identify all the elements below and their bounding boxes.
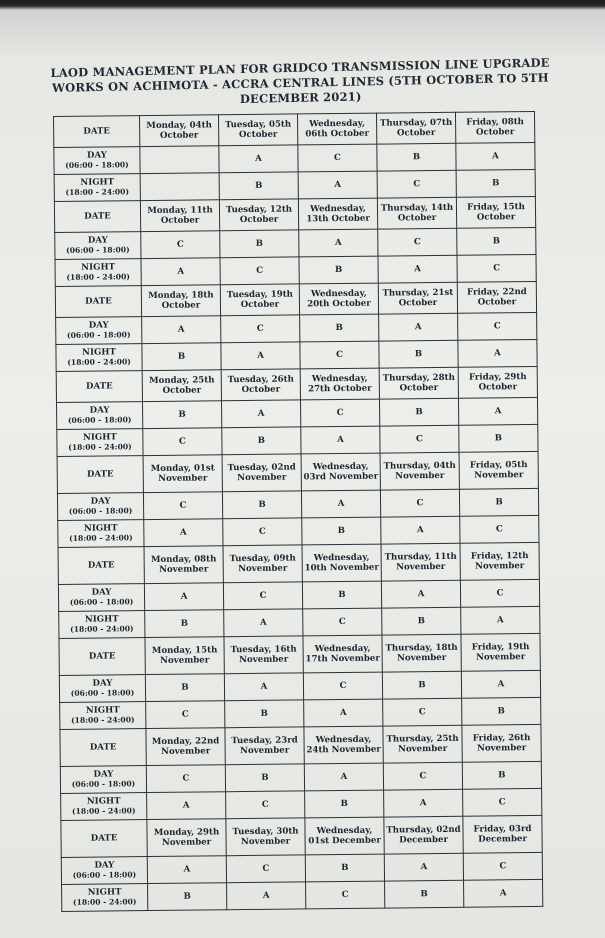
day-group-cell: A xyxy=(144,583,223,611)
day-shift-label xyxy=(57,402,143,430)
document-title: LAOD MANAGEMENT PLAN FOR GRIDCO TRANSMISSION LINE UPGRADE WORKS ON ACHIMOTA - ACCRA CENTRAL LINES (5TH OCTOBER TO 5TH DECEMBER 2021) xyxy=(50,55,550,107)
shift-name: DAY xyxy=(90,496,111,507)
day-group-cell: C xyxy=(221,315,300,343)
date-label: DATE xyxy=(57,456,143,494)
day-group-cell: A xyxy=(458,397,537,425)
date-cell: Tuesday, 23rd November xyxy=(225,727,304,765)
date-cell: Wednesday, 27th October xyxy=(300,368,379,400)
day-group-cell: A xyxy=(384,853,463,881)
shift-hours: (06:00 - 18:00) xyxy=(66,245,130,255)
date-cell: Friday, 26th November xyxy=(462,724,541,762)
shift-hours: (18:00 - 24:00) xyxy=(70,624,134,634)
night-group-cell: A xyxy=(298,171,377,199)
date-cell: Tuesday, 26th October xyxy=(221,369,300,401)
night-group-cell: C xyxy=(226,791,305,819)
date-row xyxy=(60,724,541,766)
date-cell: Thursday, 28th October xyxy=(379,367,458,399)
date-cell: Tuesday, 02nd November xyxy=(222,454,301,492)
day-group-cell: B xyxy=(305,854,384,882)
night-group-cell xyxy=(140,173,219,201)
shift-hours: (18:00 - 24:00) xyxy=(72,897,137,907)
date-label: DATE xyxy=(60,729,146,767)
date-cell: Monday, 22nd November xyxy=(146,728,225,766)
night-group-cell: B xyxy=(299,256,378,284)
day-group-cell: C xyxy=(383,762,462,790)
day-shift-label xyxy=(56,317,142,345)
document-sheet xyxy=(0,8,605,938)
day-group-cell: C xyxy=(223,582,302,610)
night-group-cell: A xyxy=(221,342,300,370)
night-group-cell: B xyxy=(148,883,227,911)
shift-name: NIGHT xyxy=(81,262,116,273)
shift-hours: (18:00 - 24:00) xyxy=(68,442,132,452)
night-group-cell: B xyxy=(305,790,384,818)
night-group-cell: B xyxy=(379,340,458,368)
day-group-cell: C xyxy=(298,144,377,172)
night-shift-label xyxy=(58,520,144,548)
day-group-cell: A xyxy=(301,490,380,518)
night-shift-label xyxy=(57,429,143,457)
night-group-cell: C xyxy=(143,428,222,456)
shift-hours: (06:00 - 18:00) xyxy=(66,330,131,340)
shift-hours: (06:00 - 18:00) xyxy=(67,415,132,425)
night-shift-label xyxy=(55,259,141,287)
shift-name: DAY xyxy=(91,587,112,598)
night-group-cell: A xyxy=(141,258,220,286)
day-group-cell: B xyxy=(145,674,224,702)
date-label: DATE xyxy=(55,286,141,318)
date-cell: Friday, 22nd October xyxy=(457,281,536,313)
night-group-cell: C xyxy=(223,518,302,546)
date-cell: Tuesday, 30th November xyxy=(226,818,305,856)
shift-hours: (06:00 - 18:00) xyxy=(72,870,137,880)
date-cell: Friday, 19th November xyxy=(461,633,540,671)
day-shift-label xyxy=(57,493,143,521)
day-shift-label xyxy=(58,584,144,612)
date-row xyxy=(55,281,536,317)
night-shift-label xyxy=(56,344,142,372)
night-group-cell: C xyxy=(303,608,382,636)
shift-name: DAY xyxy=(86,150,107,161)
night-group-cell: B xyxy=(145,610,224,638)
shift-hours: (18:00 - 24:00) xyxy=(71,806,136,816)
night-group-cell: A xyxy=(227,882,306,910)
day-group-cell: B xyxy=(222,491,301,519)
date-cell: Friday, 05th November xyxy=(459,451,538,489)
night-row xyxy=(62,879,543,911)
date-row xyxy=(57,451,538,493)
date-label: DATE xyxy=(59,638,145,676)
shift-hours: (06:00 - 18:00) xyxy=(71,779,136,789)
shift-name: DAY xyxy=(94,860,115,871)
shift-hours: (18:00 - 24:00) xyxy=(69,533,133,543)
night-group-cell: B xyxy=(385,880,464,908)
night-group-cell: B xyxy=(302,517,381,545)
day-group-cell: A xyxy=(379,313,458,341)
shift-name: NIGHT xyxy=(83,523,118,534)
day-shift-label xyxy=(60,766,146,794)
date-cell: Wednesday, 10th November xyxy=(302,544,381,582)
night-group-cell: C xyxy=(463,788,542,816)
shift-hours: (06:00 - 18:00) xyxy=(68,506,133,516)
date-cell: Monday, 29th November xyxy=(147,819,226,857)
night-group-cell: C xyxy=(306,881,385,909)
date-cell: Wednesday, 06th October xyxy=(297,113,376,145)
day-group-cell: B xyxy=(457,227,536,255)
night-group-cell: A xyxy=(224,609,303,637)
night-group-cell: A xyxy=(147,792,226,820)
night-group-cell: A xyxy=(458,339,537,367)
day-shift-label xyxy=(54,147,140,175)
date-cell: Monday, 08th November xyxy=(144,546,223,584)
shift-name: NIGHT xyxy=(82,347,116,358)
date-cell: Monday, 18th October xyxy=(141,285,220,317)
night-group-cell: B xyxy=(219,172,298,200)
shift-hours: (18:00 - 24:00) xyxy=(67,357,131,367)
date-row xyxy=(59,633,540,675)
day-group-cell: A xyxy=(456,142,535,170)
night-group-cell: A xyxy=(384,789,463,817)
night-group-cell: A xyxy=(464,879,543,907)
shift-hours: (06:00 - 18:00) xyxy=(65,160,129,170)
night-group-cell: C xyxy=(300,341,379,369)
date-row xyxy=(54,111,535,147)
day-group-cell: A xyxy=(304,763,383,791)
date-cell: Monday, 04th October xyxy=(140,115,219,147)
night-group-cell: C xyxy=(383,698,462,726)
date-label: DATE xyxy=(56,371,142,403)
shift-hours: (18:00 - 24:00) xyxy=(71,715,135,725)
day-group-cell: B xyxy=(382,671,461,699)
night-group-cell: A xyxy=(381,516,460,544)
date-cell: Thursday, 02nd December xyxy=(384,816,463,854)
night-group-cell: B xyxy=(142,343,221,371)
night-group-cell: A xyxy=(461,606,540,634)
day-group-cell: A xyxy=(221,400,300,428)
night-group-cell: B xyxy=(222,427,301,455)
day-group-cell: C xyxy=(380,489,459,517)
night-group-cell: B xyxy=(462,697,541,725)
date-cell: Monday, 15th November xyxy=(145,637,224,675)
date-cell: Thursday, 07th October xyxy=(376,112,455,144)
day-group-cell: B xyxy=(462,761,541,789)
night-shift-label xyxy=(62,884,148,912)
day-group-cell: C xyxy=(378,228,457,256)
date-cell: Friday, 08th October xyxy=(455,111,534,143)
date-row xyxy=(56,366,537,402)
night-group-cell: A xyxy=(144,519,223,547)
night-shift-label xyxy=(54,174,140,202)
shift-name: DAY xyxy=(88,320,109,331)
date-row xyxy=(61,815,542,857)
day-shift-label xyxy=(55,232,141,260)
day-group-cell: B xyxy=(459,488,538,516)
day-group-cell: B xyxy=(377,143,456,171)
night-group-cell: C xyxy=(457,254,536,282)
shift-hours: (18:00 - 24:00) xyxy=(65,187,130,197)
shift-hours: (18:00 - 24:00) xyxy=(66,272,130,282)
shift-name: NIGHT xyxy=(84,614,119,625)
night-shift-label xyxy=(60,702,146,730)
date-label: DATE xyxy=(61,820,147,858)
day-group-cell: B xyxy=(379,398,458,426)
night-group-cell: B xyxy=(459,424,538,452)
night-group-cell: B xyxy=(225,700,304,728)
day-group-cell: B xyxy=(220,230,299,258)
night-group-cell: C xyxy=(377,170,456,198)
night-group-cell: A xyxy=(378,255,457,283)
day-shift-label xyxy=(59,675,145,703)
day-group-cell: C xyxy=(303,672,382,700)
date-cell: Monday, 01st November xyxy=(143,455,222,493)
shift-name: NIGHT xyxy=(86,796,121,807)
date-cell: Wednesday, 03rd November xyxy=(301,453,380,491)
date-cell: Wednesday, 17th November xyxy=(303,635,382,673)
day-group-cell: B xyxy=(300,314,379,342)
day-shift-label xyxy=(61,857,147,885)
night-group-cell: A xyxy=(301,426,380,454)
day-group-cell: C xyxy=(458,312,537,340)
day-group-cell: B xyxy=(225,764,304,792)
date-label: DATE xyxy=(54,116,140,148)
day-group-cell: C xyxy=(460,579,539,607)
date-cell: Wednesday, 01st December xyxy=(305,817,384,855)
date-cell: Friday, 15th October xyxy=(456,196,535,228)
date-cell: Friday, 03rd December xyxy=(463,815,542,853)
night-shift-label xyxy=(61,793,147,821)
date-cell: Friday, 29th October xyxy=(458,366,537,398)
day-group-cell: A xyxy=(147,856,226,884)
date-cell: Tuesday, 16th November xyxy=(224,636,303,674)
date-cell: Monday, 11th October xyxy=(140,200,219,232)
load-management-table xyxy=(53,111,543,912)
date-cell: Tuesday, 05th October xyxy=(218,114,297,146)
day-group-cell: A xyxy=(461,670,540,698)
night-group-cell: C xyxy=(220,257,299,285)
date-row xyxy=(54,196,535,232)
day-group-cell: C xyxy=(141,231,220,259)
shift-hours: (06:00 - 18:00) xyxy=(70,688,135,698)
date-cell: Tuesday, 19th October xyxy=(220,284,299,316)
shift-name: NIGHT xyxy=(87,887,122,898)
date-cell: Monday, 25th October xyxy=(142,370,221,402)
night-group-cell: C xyxy=(380,425,459,453)
night-group-cell: C xyxy=(146,701,225,729)
shift-name: DAY xyxy=(87,235,108,246)
night-group-cell: C xyxy=(460,515,539,543)
day-group-cell: B xyxy=(142,401,221,429)
day-group-cell: A xyxy=(381,580,460,608)
date-cell: Thursday, 14th October xyxy=(377,197,456,229)
date-cell: Friday, 12th November xyxy=(460,542,539,580)
date-label: DATE xyxy=(58,547,144,585)
date-cell: Thursday, 21st October xyxy=(378,282,457,314)
shift-name: NIGHT xyxy=(82,432,117,443)
night-group-cell: B xyxy=(456,169,535,197)
date-label: DATE xyxy=(54,201,140,233)
shift-name: NIGHT xyxy=(80,177,115,188)
date-cell: Wednesday, 24th November xyxy=(304,726,383,764)
day-group-cell: A xyxy=(224,673,303,701)
day-group-cell: C xyxy=(300,399,379,427)
night-shift-label xyxy=(59,611,145,639)
day-group-cell: C xyxy=(463,852,542,880)
date-cell: Thursday, 11th November xyxy=(381,543,460,581)
day-group-cell: C xyxy=(226,855,305,883)
date-cell: Tuesday, 12th October xyxy=(219,199,298,231)
shift-name: DAY xyxy=(92,678,113,689)
date-cell: Thursday, 04th November xyxy=(380,452,459,490)
night-group-cell: B xyxy=(382,607,461,635)
day-group-cell: C xyxy=(146,765,225,793)
day-group-cell: A xyxy=(142,316,221,344)
date-cell: Tuesday, 09th November xyxy=(223,545,302,583)
day-group-cell xyxy=(140,146,219,174)
shift-name: DAY xyxy=(89,405,110,416)
night-group-cell: A xyxy=(304,699,383,727)
day-group-cell: C xyxy=(143,492,222,520)
shift-hours: (06:00 - 18:00) xyxy=(69,597,134,607)
date-row xyxy=(58,542,539,584)
shift-name: NIGHT xyxy=(85,705,120,716)
day-group-cell: A xyxy=(219,145,298,173)
date-cell: Thursday, 25th November xyxy=(383,725,462,763)
date-cell: Wednesday, 20th October xyxy=(299,283,378,315)
date-cell: Thursday, 18th November xyxy=(382,634,461,672)
date-cell: Wednesday, 13th October xyxy=(298,198,377,230)
day-group-cell: B xyxy=(302,581,381,609)
day-group-cell: A xyxy=(299,229,378,257)
shift-name: DAY xyxy=(93,769,114,780)
